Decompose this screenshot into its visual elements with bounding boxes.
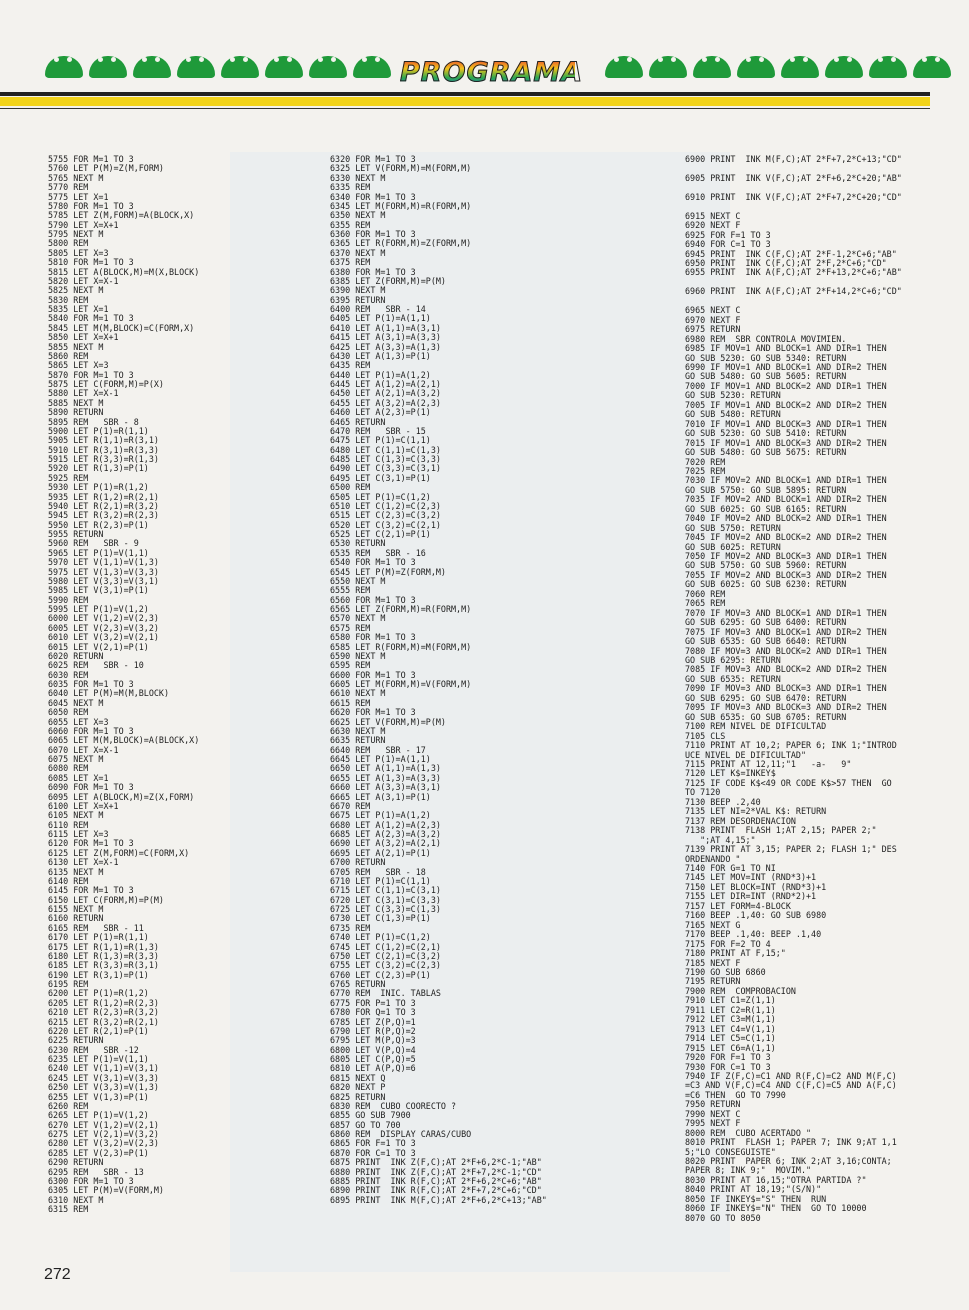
frieze-creature-icon: [133, 50, 171, 78]
page-header: [0, 0, 969, 125]
frieze-creature-icon: [89, 50, 127, 78]
header-yellow-band: [0, 97, 930, 106]
frieze-creature-icon: [353, 50, 391, 78]
listing-column-3: [685, 155, 955, 1223]
frieze-creature-icon: [913, 50, 951, 78]
code-listing: 6320 FOR M=1 TO 3 6325 LET V(FORM,M)=M(FORM,M) 6330 NEXT M 6335 REM 6340 FOR M=1 TO 3 6345 LET M(FORM,M)=R(FORM,M) 6350 NEXT M 6355 REM 6360 FOR M=1 TO 3 6365 LET R(FORM,M)=Z(FORM,M) 6370 NEXT M 6375 REM 6380 FOR M=1 TO 3 6385 LET Z(FORM,M)=P(M) 6390 NEXT M 6395 RETURN 6400 REM SBR - 14 6405 LET P(1)=A(1,1) 6410 LET A(1,1)=A(3,1) 6415 LET A(3,1)=A(3,3) 6425 LET A(3,3)=A(1,3) 6430 LET A(1,3)=P(1) 6435 REM 6440 LET P(1)=A(1,2) 6445 LET A(1,2)=A(2,1) 6450 LET A(2,1)=A(3,2) 6455 LET A(3,2)=A(2,3) 6460 LET A(2,3)=P(1) 6465 RETURN 6470 REM SBR - 15 6475 LET P(1)=C(1,1) 6480 LET C(1,1)=C(1,3) 6485 LET C(1,3)=C(3,3) 6490 LET C(3,3)=C(3,1) 6495 LET C(3,1)=P(1) 6500 REM 6505 LET P(1)=C(1,2) 6510 LET C(1,2)=C(2,3) 6515 LET C(2,3)=C(3,2) 6520 LET C(3,2)=C(2,1) 6525 LET C(2,1)=P(1) 6530 RETURN 6535 REM SBR - 16 6540 FOR M=1 TO 3 6545 LET P(M)=Z(FORM,M) 6550 NEXT M 6555 REM 6560 FOR M=1 TO 3 6565 LET Z(FORM,M)=R(FORM,M) 6570 NEXT M 6575 REM 6580 FOR M=1 TO 3 6585 LET R(FORM,M)=M(FORM,M) 6590 NEXT M 6595 REM 6600 FOR M=1 TO 3 6605 LET M(FORM,M)=V(FORM,M) 6610 NEXT M 6615 REM 6620 FOR M=1 TO 3 6625 LET V(FORM,M)=P(M) 6630 NEXT M 6635 RETURN 6640 REM SBR - 17 6645 LET P(1)=A(1,1) 6650 LET A(1,1)=A(1,3) 6655 LET A(1,3)=A(3,3) 6660 LET A(3,3)=A(3,1) 6665 LET A(3,1)=P(1) 6670 REM 6675 LET P(1)=A(1,2) 6680 LET A(1,2)=A(2,3) 6685 LET A(2,3)=A(3,2) 6690 LET A(3,2)=A(2,1) 6695 LET A(2,1)=P(1) 6700 RETURN 6705 REM SBR - 18 6710 LET P(1)=C(1,1) 6715 LET C(1,1)=C(3,1) 6720 LET C(3,1)=C(3,3) 6725 LET C(3,3)=C(1,3) 6730 LET C(1,3)=P(1) 6735 REM 6740 LET P(1)=C(1,2) 6745 LET C(1,2)=C(2,1) 6750 LET C(2,1)=C(3,2) 6755 LET C(3,2)=C(2,3) 6760 LET C(2,3)=P(1) 6765 RETURN 6770 REM INIC. TABLAS 6775 FOR P=1 TO 3 6780 FOR Q=1 TO 3 6785 LET Z(P,Q)=1 6790 LET R(P,Q)=2 6795 LET M(P,Q)=3 6800 LET V(P,Q)=4 6805 LET C(P,Q)=5 6810 LET A(P,Q)=6 6815 NEXT Q 6820 NEXT P 6825 RETURN 6830 REM CUBO COORECTO ? 6855 GO SUB 7900 6857 GO TO 700 6860 REM DISPLAY CARAS/CUBO 6865 FOR F=1 TO 3 6870 FOR C=1 TO 3 6875 PRINT INK Z(F,C);AT 2*F+6,2*C-1;"AB" 6880 PRINT INK Z(F,C);AT 2*F+7,2*C-1;"CD" 6885 PRINT INK R(F,C);AT 2*F+6,2*C+6;"AB" 6890 PRINT INK R(F,C);AT 2*F+7,2*C+6;"CD" 6895 PRINT INK M(F,C);AT 2*F+6,2*C+13;"AB": [330, 154, 547, 1205]
left-decorative-frieze: [45, 50, 391, 90]
frieze-creature-icon: [693, 50, 731, 78]
header-thin-rule: [0, 108, 930, 109]
frieze-creature-icon: [869, 50, 907, 78]
right-decorative-frieze: [605, 50, 951, 90]
frieze-creature-icon: [605, 50, 643, 78]
page-number: 272: [44, 1266, 71, 1283]
frieze-creature-icon: [177, 50, 215, 78]
code-listing: 5755 FOR M=1 TO 3 5760 LET P(M)=Z(M,FORM) 5765 NEXT M 5770 REM 5775 LET X=1 5780 FOR M=1 TO 3 5785 LET Z(M,FORM)=A(BLOCK,X) 5790 LET X=X+1 5795 NEXT M 5800 REM 5805 LET X=3 5810 FOR M=1 TO 3 5815 LET A(BLOCK,M)=M(X,BLOCK) 5820 LET X=X-1 5825 NEXT M 5830 REM 5835 LET X=1 5840 FOR M=1 TO 3 5845 LET M(M,BLOCK)=C(FORM,X) 5850 LET X=X+1 5855 NEXT M 5860 REM 5865 LET X=3 5870 FOR M=1 TO 3 5875 LET C(FORM,M)=P(X) 5880 LET X=X-1 5885 NEXT M 5890 RETURN 5895 REM SBR - 8 5900 LET P(1)=R(1,1) 5905 LET R(1,1)=R(3,1) 5910 LET R(3,1)=R(3,3) 5915 LET R(3,3)=R(1,3) 5920 LET R(1,3)=P(1) 5925 REM 5930 LET P(1)=R(1,2) 5935 LET R(1,2)=R(2,1) 5940 LET R(2,1)=R(3,2) 5945 LET R(3,2)=R(2,3) 5950 LET R(2,3)=P(1) 5955 RETURN 5960 REM SBR - 9 5965 LET P(1)=V(1,1) 5970 LET V(1,1)=V(1,3) 5975 LET V(1,3)=V(3,3) 5980 LET V(3,3)=V(3,1) 5985 LET V(3,1)=P(1) 5990 REM 5995 LET P(1)=V(1,2) 6000 LET V(1,2)=V(2,3) 6005 LET V(2,3)=V(3,2) 6010 LET V(3,2)=V(2,1) 6015 LET V(2,1)=P(1) 6020 RETURN 6025 REM SBR - 10 6030 REM 6035 FOR M=1 TO 3 6040 LET P(M)=M(M,BLOCK) 6045 NEXT M 6050 REM 6055 LET X=3 6060 FOR M=1 TO 3 6065 LET M(M,BLOCK)=A(BLOCK,X) 6070 LET X=X-1 6075 NEXT M 6080 REM 6085 LET X=1 6090 FOR M=1 TO 3 6095 LET A(BLOCK,M)=Z(X,FORM) 6100 LET X=X+1 6105 NEXT M 6110 REM 6115 LET X=3 6120 FOR M=1 TO 3 6125 LET Z(M,FORM)=C(FORM,X) 6130 LET X=X-1 6135 NEXT M 6140 REM 6145 FOR M=1 TO 3 6150 LET C(FORM,M)=P(M) 6155 NEXT M 6160 RETURN 6165 REM SBR - 11 6170 LET P(1)=R(1,1) 6175 LET R(1,1)=R(1,3) 6180 LET R(1,3)=R(3,3) 6185 LET R(3,3)=R(3,1) 6190 LET R(3,1)=P(1) 6195 REM 6200 LET P(1)=R(1,2) 6205 LET R(1,2)=R(2,3) 6210 LET R(2,3)=R(3,2) 6215 LET R(3,2)=R(2,1) 6220 LET R(2,1)=P(1) 6225 RETURN 6230 REM SBR -12 6235 LET P(1)=V(1,1) 6240 LET V(1,1)=V(3,1) 6245 LET V(3,1)=V(3,3) 6250 LET V(3,3)=V(1,3) 6255 LET V(1,3)=P(1) 6260 REM 6265 LET P(1)=V(1,2) 6270 LET V(1,2)=V(2,1) 6275 LET V(2,1)=V(3,2) 6280 LET V(3,2)=V(2,3) 6285 LET V(2,3)=P(1) 6290 RETURN 6295 REM SBR - 13 6300 FOR M=1 TO 3 6305 LET P(M)=V(FORM,M) 6310 NEXT M 6315 REM: [48, 154, 200, 1214]
frieze-creature-icon: [309, 50, 347, 78]
header-rule: [0, 92, 930, 96]
frieze-creature-icon: [737, 50, 775, 78]
frieze-creature-icon: [45, 50, 83, 78]
frieze-creature-icon: [265, 50, 303, 78]
frieze-creature-icon: [825, 50, 863, 78]
listing-column-1: [48, 155, 288, 1214]
frieze-creature-icon: [221, 50, 259, 78]
section-title: PROGRAMA: [400, 57, 584, 88]
code-listing: 6900 PRINT INK M(F,C);AT 2*F+7,2*C+13;"CD" 6905 PRINT INK V(F,C);AT 2*F+6,2*C+20;"AB" 6910 PRINT INK V(F,C);AT 2*F+7,2*C+20;"CD" 6915 NEXT C 6920 NEXT F 6925 FOR F=1 TO 3 6940 FOR C=1 TO 3 6945 PRINT INK C(F,C);AT 2*F-1,2*C+6;"AB" 6950 PRINT INK C(F,C);AT 2*F,2*C+6;"CD" 6955 PRINT INK A(F,C);AT 2*F+13,2*C+6;"AB" 6960 PRINT INK A(F,C);AT 2*F+14,2*C+6;"CD" 6965 NEXT C 6970 NEXT F 6975 RETURN 6980 REM SBR CONTROLA MOVIMIEN. 6985 IF MOV=1 AND BLOCK=1 AND DIR=1 THEN GO SUB 5230: GO SUB 5340: RETURN 6990 IF MOV=1 AND BLOCK=1 AND DIR=2 THEN GO SUB 5480: GO SUB 5605: RETURN 7000 IF MOV=1 AND BLOCK=2 AND DIR=1 THEN GO SUB 5230: RETURN 7005 IF MOV=1 AND BLOCK=2 AND DIR=2 THEN GO SUB 5480: RETURN 7010 IF MOV=1 AND BLOCK=3 AND DIR=1 THEN GO SUB 5230: GO SUB 5410: RETURN 7015 IF MOV=1 AND BLOCK=3 AND DIR=2 THEN GO SUB 5480: GO SUB 5675: RETURN 7020 REM 7025 REM 7030 IF MOV=2 AND BLOCK=1 AND DIR=1 THEN GO SUB 5750: GO SUB 5895: RETURN 7035 IF MOV=2 AND BLOCK=1 AND DIR=2 THEN GO SUB 6025: GO SUB 6165: RETURN 7040 IF MOV=2 AND BLOCK=2 AND DIR=1 THEN GO SUB 5750: RETURN 7045 IF MOV=2 AND BLOCK=2 AND DIR=2 THEN GO SUB 6025: RETURN 7050 IF MOV=2 AND BLOCK=3 AND DIR=1 THEN GO SUB 5750: GO SUB 5960: RETURN 7055 IF MOV=2 AND BLOCK=3 AND DIR=2 THEN GO SUB 6025: GO SUB 6230: RETURN 7060 REM 7065 REM 7070 IF MOV=3 AND BLOCK=1 AND DIR=1 THEN GO SUB 6295: GO SUB 6400: RETURN 7075 IF MOV=3 AND BLOCK=1 AND DIR=2 THEN GO SUB 6535: GO SUB 6640: RETURN 7080 IF MOV=3 AND BLOCK=2 AND DIR=1 THEN GO SUB 6295: RETURN 7085 IF MOV=3 AND BLOCK=2 AND DIR=2 THEN GO SUB 6535: RETURN 7090 IF MOV=3 AND BLOCK=3 AND DIR=1 THEN GO SUB 6295: GO SUB 6470: RETURN 7095 IF MOV=3 AND BLOCK=3 AND DIR=2 THEN GO SUB 6535: GO SUB 6705: RETURN 7100 REM NIVEL DE DIFICULTAD 7105 CLS 7110 PRINT AT 10,2; PAPER 6; INK 1;"INTROD UCE NIVEL DE DIFICULTAD" 7115 PRINT AT 12,11;"1 -a- 9" 7120 LET K$=INKEY$ 7125 IF CODE K$<49 OR CODE K$>57 THEN GO TO 7120 7130 BEEP .2,40 7135 LET NI=2*VAL K$: RETURN 7137 REM DESORDENACION 7138 PRINT FLASH 1;AT 2,15; PAPER 2;" ";AT 4,15;" 7139 PRINT AT 3,15; PAPER 2; FLASH 1;" DES ORDENANDO " 7140 FOR G=1 TO NI 7145 LET MOV=INT (RND*3)+1 7150 LET BLOCK=INT (RND*3)+1 7155 LET DIR=INT (RND*2)+1 7157 LET FORM=4-BLOCK 7160 BEEP .1,40: GO SUB 6980 7165 NEXT G 7170 BEEP .1,40: BEEP .1,40 7175 FOR F=2 TO 4 7180 PRINT AT F,15;" 7185 NEXT F 7190 GO SUB 6860 7195 RETURN 7900 REM COMPROBACION 7910 LET C1=Z(1,1) 7911 LET C2=R(1,1) 7912 LET C3=M(1,1) 7913 LET C4=V(1,1) 7914 LET C5=C(1,1) 7915 LET C6=A(1,1) 7920 FOR F=1 TO 3 7930 FOR C=1 TO 3 7940 IF Z(F,C)=C1 AND R(F,C)=C2 AND M(F,C) =C3 AND V(F,C)=C4 AND C(F,C)=C5 AND A(F,C) =C6 THEN GO TO 7990 7950 RETURN 7990 NEXT C 7995 NEXT F 8000 REM CUBO ACERTADO " 8010 PRINT FLASH 1; PAPER 7; INK 9;AT 1,1 5;"LO CONSEGUISTE" 8020 PRINT PAPER 6; INK 2;AT 3,16;CONTA; PAPER 8; INK 9;" MOVIM." 8030 PRINT AT 16,15;"OTRA PARTIDA ?" 8040 PRINT AT 18,19;"(S/N)" 8050 IF INKEY$="S" THEN RUN 8060 IF INKEY$="N" THEN GO TO 10000 8070 GO TO 8050: [685, 154, 902, 1223]
frieze-creature-icon: [649, 50, 687, 78]
listing-column-2: [330, 155, 630, 1205]
frieze-creature-icon: [781, 50, 819, 78]
